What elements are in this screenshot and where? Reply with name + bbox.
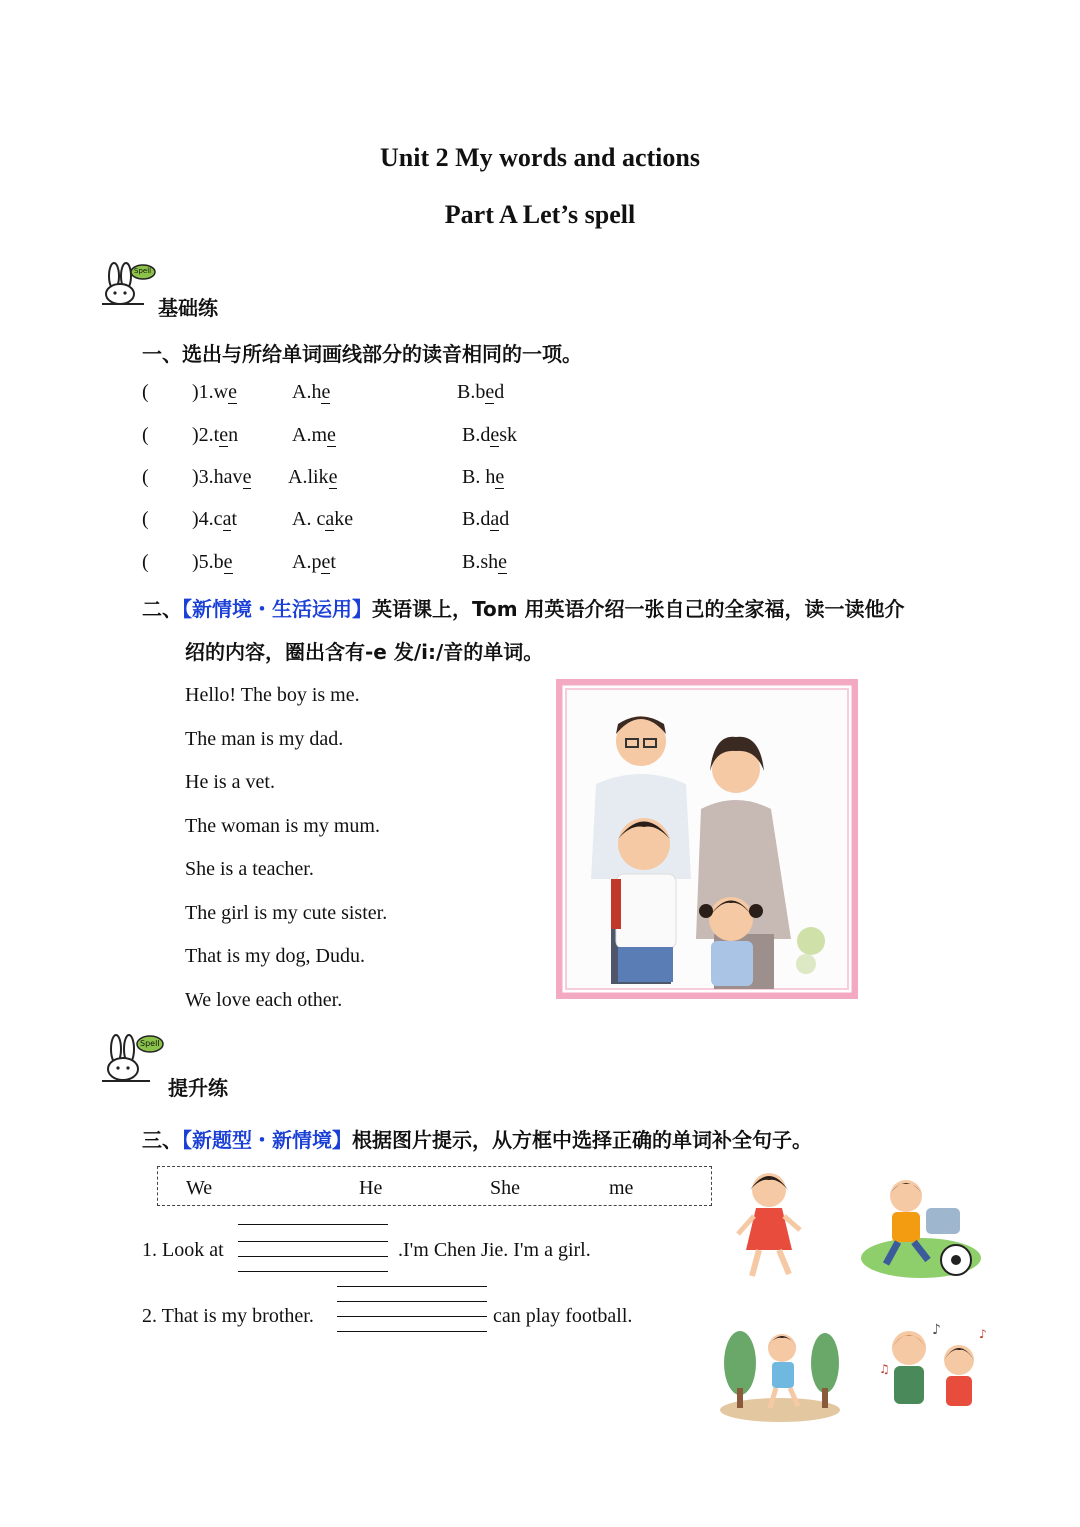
- word-part: ke: [334, 508, 354, 530]
- answer-paren: (: [142, 381, 149, 403]
- word-part: B.d: [462, 424, 491, 446]
- option-b: [462, 424, 517, 447]
- word-part: A.lik: [288, 466, 329, 488]
- underlined-letter: e: [327, 424, 336, 446]
- word-part: B. h: [462, 466, 496, 488]
- passage-line: Hello! The boy is me.: [185, 684, 360, 706]
- item-number: )1.: [192, 381, 214, 403]
- word-bank-item: She: [490, 1177, 520, 1199]
- question-word: [192, 466, 251, 489]
- question-3-title: [142, 1124, 812, 1153]
- underlined-letter: e: [228, 381, 238, 403]
- word-part: d: [494, 381, 505, 403]
- question-2-line1: 英语课上，Tom 用英语介绍一张自己的全家福，读一读他介: [372, 597, 905, 621]
- svg-text:♪: ♪: [932, 1322, 941, 1338]
- option-a: [292, 551, 336, 574]
- underlined-letter: e: [219, 424, 229, 446]
- word-part: t: [231, 508, 238, 530]
- word-bank-item: We: [186, 1177, 213, 1199]
- word-part: sk: [499, 424, 518, 446]
- underlined-letter: a: [325, 508, 335, 530]
- question-2-number: 二、: [142, 597, 182, 621]
- option-b: [457, 381, 504, 404]
- question-word: [192, 381, 237, 404]
- question-word: [192, 508, 237, 531]
- word-part: c: [213, 508, 223, 530]
- question-2-line2: 绍的内容，圈出含有-e 发/i:/音的单词。: [185, 640, 544, 664]
- page-title: Unit 2 My words and actions: [380, 143, 700, 172]
- sentence-1-prefix: 1. Look at: [142, 1239, 224, 1261]
- writing-line: [337, 1331, 487, 1332]
- boy-football-image: [856, 1168, 986, 1283]
- word-part: hav: [213, 466, 243, 488]
- answer-blank-2[interactable]: [337, 1316, 487, 1317]
- svg-text:♫: ♫: [879, 1362, 890, 1376]
- question-1-title: 一、选出与所给单词画线部分的读音相同的一项。: [142, 342, 582, 366]
- word-part: w: [213, 381, 229, 403]
- underlined-letter: e: [321, 551, 331, 573]
- children-singing-image: [864, 1318, 994, 1423]
- answer-paren: (: [142, 551, 149, 573]
- question-3-number: 三、: [142, 1128, 182, 1152]
- family-photo-image: [556, 679, 858, 999]
- word-bank-item: me: [609, 1177, 634, 1199]
- sentence-2-prefix: 2. That is my brother.: [142, 1305, 314, 1327]
- underlined-letter: e: [223, 551, 233, 573]
- question-3-text: 根据图片提示，从方框中选择正确的单词补全句子。: [352, 1128, 812, 1152]
- passage-line: We love each other.: [185, 989, 343, 1011]
- girl-dancing-park-image: [710, 1318, 850, 1423]
- passage-line: That is my dog, Dudu.: [185, 945, 365, 967]
- word-part: B.sh: [462, 551, 499, 573]
- word-part: B.b: [457, 381, 486, 403]
- writing-line: [337, 1286, 487, 1287]
- question-word: [192, 551, 233, 574]
- word-part: t: [330, 551, 336, 573]
- bunny-badge-icon: [100, 262, 158, 306]
- writing-line: [238, 1271, 388, 1272]
- option-a: [288, 466, 337, 489]
- badge-text: Spell: [140, 1039, 160, 1048]
- underlined-letter: e: [495, 466, 505, 488]
- option-a: [292, 381, 330, 404]
- word-bank-box: [157, 1166, 712, 1206]
- question-word: [192, 424, 238, 447]
- option-b: [462, 551, 507, 574]
- item-number: )4.: [192, 508, 214, 530]
- option-a: [292, 424, 336, 447]
- word-part: d: [499, 508, 510, 530]
- writing-line: [337, 1301, 487, 1302]
- word-part: t: [213, 424, 220, 446]
- underlined-letter: e: [321, 381, 331, 403]
- writing-line: [238, 1224, 388, 1225]
- badge-text: Spell: [134, 267, 152, 275]
- question-3-tag: 【新题型・新情境】: [182, 1128, 352, 1152]
- word-part: n: [228, 424, 239, 446]
- passage-line: The woman is my mum.: [185, 815, 380, 837]
- svg-text:♪: ♪: [979, 1327, 987, 1341]
- word-part: A.h: [292, 381, 322, 403]
- writing-line: [238, 1241, 388, 1242]
- passage-line: She is a teacher.: [185, 858, 314, 880]
- underlined-letter: a: [222, 508, 232, 530]
- underlined-letter: e: [328, 466, 338, 488]
- sentence-2-suffix: can play football.: [493, 1305, 633, 1327]
- word-part: b: [213, 551, 224, 573]
- passage-line: He is a vet.: [185, 771, 275, 793]
- sentence-1-suffix: .I'm Chen Jie. I'm a girl.: [398, 1239, 591, 1261]
- underlined-letter: e: [242, 466, 252, 488]
- item-number: )3.: [192, 466, 214, 488]
- underlined-letter: e: [490, 424, 500, 446]
- word-bank-item: He: [359, 1177, 383, 1199]
- question-2-tag: 【新情境・生活运用】: [182, 597, 372, 621]
- word-part: B.d: [462, 508, 491, 530]
- underlined-letter: e: [498, 551, 508, 573]
- item-number: )5.: [192, 551, 214, 573]
- option-a: [292, 508, 353, 531]
- answer-paren: (: [142, 466, 149, 488]
- passage-line: The man is my dad.: [185, 728, 344, 750]
- item-number: )2.: [192, 424, 214, 446]
- passage-line: The girl is my cute sister.: [185, 902, 388, 924]
- answer-paren: (: [142, 508, 149, 530]
- word-part: A.p: [292, 551, 322, 573]
- bunny-badge-icon: [100, 1033, 166, 1083]
- option-b: [462, 508, 509, 531]
- answer-blank-1[interactable]: [238, 1256, 388, 1257]
- section-advanced-label: 提升练: [168, 1076, 228, 1100]
- underlined-letter: a: [490, 508, 500, 530]
- page-subtitle: Part A Let’s spell: [444, 200, 636, 229]
- answer-paren: (: [142, 424, 149, 446]
- section-basic-label: 基础练: [158, 296, 218, 320]
- word-part: A. c: [292, 508, 326, 530]
- underlined-letter: e: [485, 381, 495, 403]
- question-2-title: [142, 593, 905, 622]
- girl-walking-image: [714, 1168, 824, 1283]
- word-part: A.m: [292, 424, 327, 446]
- option-b: [462, 466, 504, 489]
